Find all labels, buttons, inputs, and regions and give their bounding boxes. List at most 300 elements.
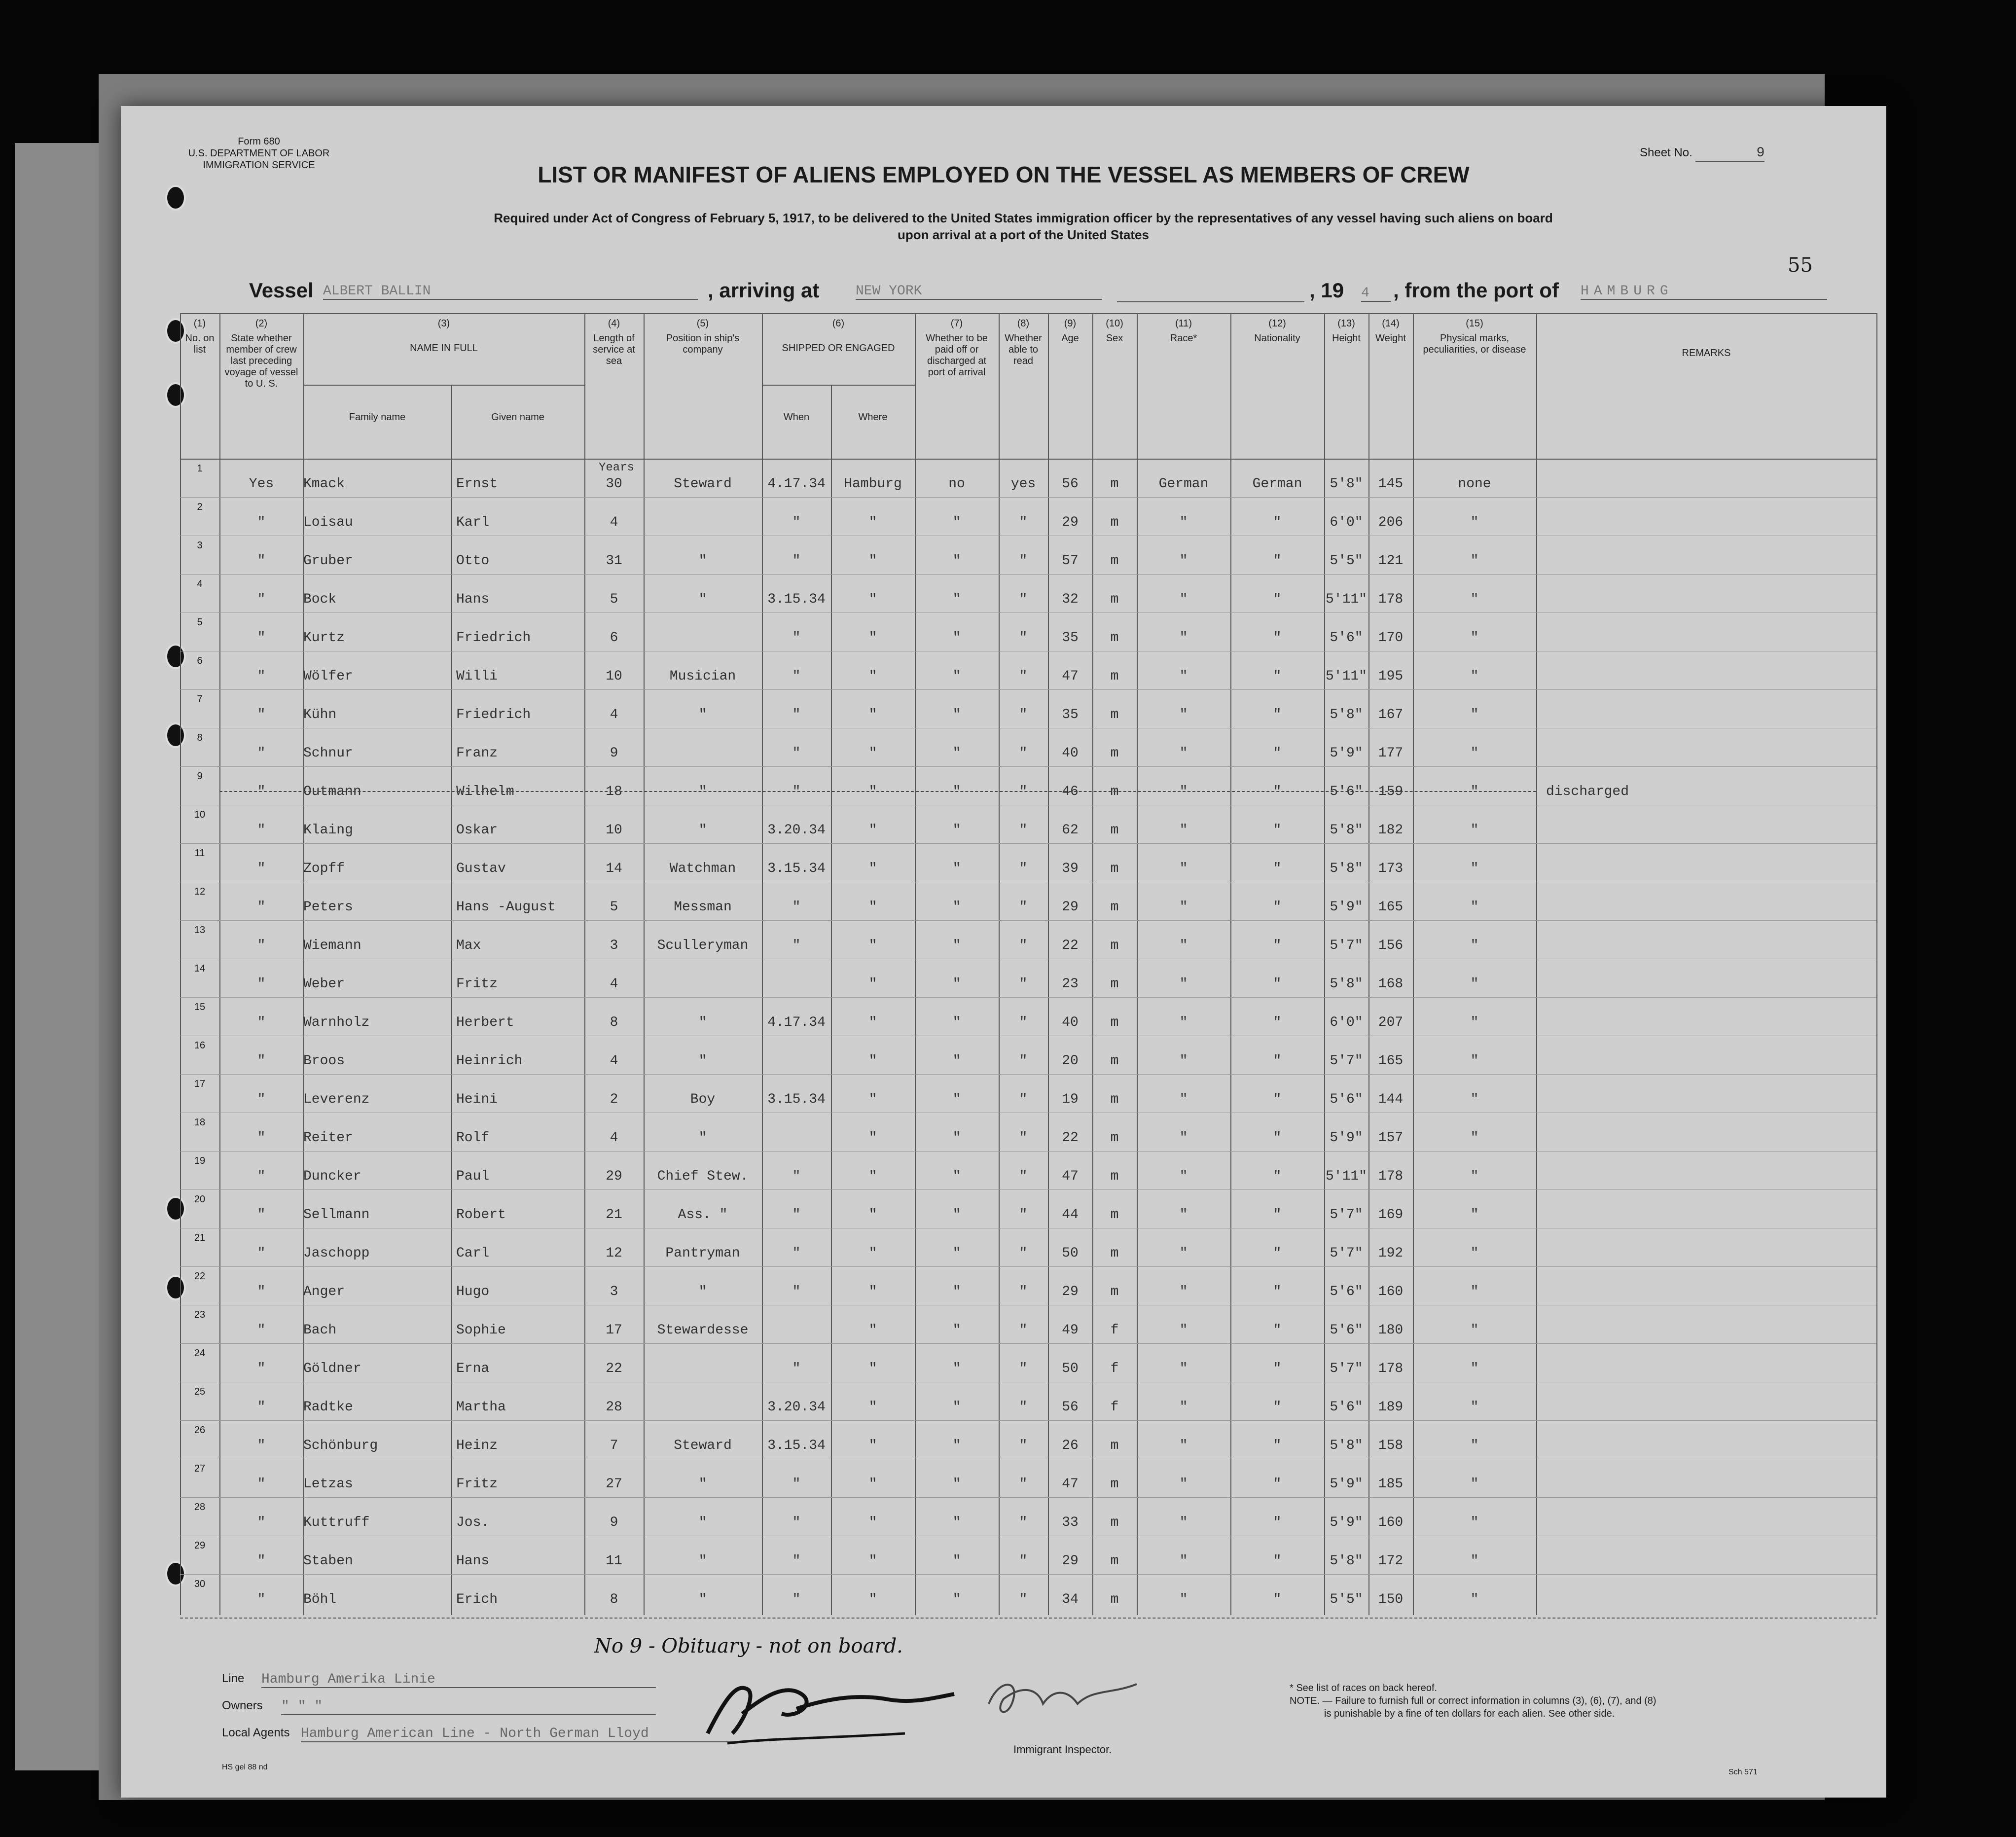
column-subheader: Given name [491,412,544,423]
cell-family: Sellmann [303,1207,370,1223]
cell-weight: 169 [1378,1207,1404,1223]
manifest-title: LIST OR MANIFEST OF ALIENS EMPLOYED ON THE VESSEL AS MEMBERS OF CREW [538,162,1470,187]
cell-where: " [868,1515,877,1530]
cell-prev: " [257,938,266,953]
cell-race: " [1179,1361,1188,1376]
cell-no: 9 [197,771,203,782]
cell-service: 9 [610,746,618,761]
cell-family: Kmack [303,476,345,492]
cell-family: Wölfer [303,669,353,684]
cell-no: 3 [197,540,203,551]
cell-height: 5'9" [1330,746,1363,761]
cell-sex: m [1110,784,1119,799]
table-row [180,497,1876,536]
cell-family: Leverenz [303,1092,370,1107]
cell-prev: " [257,1400,266,1415]
subtitle-line-1: Required under Act of Congress of February 5, 1917, to be delivered to the United States immigration officer by the representatives of any vessel having such aliens on board [494,211,1553,225]
cell-marks: " [1470,1553,1479,1569]
cell-where: " [868,1438,877,1453]
cell-weight: 150 [1378,1592,1404,1607]
cell-read: " [1019,861,1028,876]
cell-given: Hans -August [456,900,556,915]
column-number: (4) [608,318,620,329]
cell-family: Kurtz [303,630,345,646]
cell-family: Göldner [303,1361,361,1376]
cell-where: Hamburg [844,476,902,492]
cell-sex: m [1110,1207,1119,1223]
cell-height: 5'8" [1330,861,1363,876]
column-header: REMARKS [1682,348,1731,359]
cell-age: 56 [1062,1400,1079,1415]
cell-marks: " [1470,1592,1479,1607]
cell-race: " [1179,861,1188,876]
cell-sex: m [1110,630,1119,646]
cell-age: 32 [1062,592,1079,607]
cell-service: 2 [610,1092,618,1107]
cell-no: 1 [197,463,203,474]
cell-when: " [792,1207,801,1223]
cell-read: " [1019,784,1028,799]
cell-nationality: " [1273,1246,1282,1261]
from-port: HAMBURG [1581,284,1827,300]
cell-race: " [1179,1169,1188,1184]
cell-height: 5'8" [1330,976,1363,992]
cell-weight: 168 [1378,976,1404,992]
cell-nationality: " [1273,938,1282,953]
cell-read: " [1019,1515,1028,1530]
cell-race: " [1179,1015,1188,1030]
cell-weight: 172 [1378,1553,1404,1569]
footer-notes [1290,1682,1832,1720]
cell-race: " [1179,1284,1188,1299]
cell-given: Herbert [456,1015,514,1030]
cell-race: " [1179,823,1188,838]
cell-read: " [1019,1438,1028,1453]
cell-service: 8 [610,1592,618,1607]
cell-sex: m [1110,669,1119,684]
cell-race: " [1179,1092,1188,1107]
column-header: Position in ship's company [666,333,740,355]
cell-race: " [1179,746,1188,761]
cell-family: Gruber [303,553,353,569]
cell-weight: 121 [1378,553,1404,569]
cell-age: 56 [1062,476,1079,492]
header-rule [180,313,1876,314]
cell-weight: 165 [1378,900,1404,915]
cell-height: 5'9" [1330,1477,1363,1492]
column-number: (10) [1106,318,1123,329]
cell-service: 28 [606,1400,622,1415]
cell-age: 35 [1062,707,1079,722]
cell-age: 29 [1062,1553,1079,1569]
table-end-rule [180,1618,1876,1619]
cell-no: 5 [197,617,203,628]
column-number: (6) [832,318,845,329]
cell-read: " [1019,976,1028,992]
cell-race: " [1179,553,1188,569]
cell-nationality: " [1273,553,1282,569]
cell-service: 21 [606,1207,622,1223]
column-number: (3) [437,318,450,329]
cell-no: 15 [194,1002,206,1012]
cell-paid: " [952,1130,961,1146]
table-row [180,728,1876,766]
cell-where: " [868,553,877,569]
cell-read: " [1019,900,1028,915]
inspector-label: Immigrant Inspector. [1013,1743,1112,1756]
cell-given: Fritz [456,1477,498,1492]
column-subheader: When [783,412,810,423]
cell-prev: " [257,1015,266,1030]
cell-where: " [868,669,877,684]
cell-when: " [792,515,801,530]
cell-position: " [698,1553,707,1569]
cell-nationality: " [1273,1438,1282,1453]
cell-read: " [1019,823,1028,838]
cell-age: 20 [1062,1053,1079,1069]
cell-age: 29 [1062,515,1079,530]
agents-label: Local Agents [222,1726,290,1739]
cell-given: Heinz [456,1438,498,1453]
service-name: IMMIGRATION SERVICE [203,160,315,171]
cell-given: Otto [456,553,490,569]
cell-prev: " [257,1477,266,1492]
cell-nationality: " [1273,592,1282,607]
print-code: HS gel 88 nd [222,1763,268,1771]
cell-prev: " [257,1053,266,1069]
cell-race: " [1179,707,1188,722]
from-port-label: , from the port of [1393,279,1559,302]
cell-given: Hans [456,592,490,607]
cell-no: 25 [194,1386,206,1397]
strike-through-line [219,791,1536,792]
cell-when: " [792,1592,801,1607]
cell-paid: " [952,1592,961,1607]
cell-age: 62 [1062,823,1079,838]
cell-paid: " [952,1515,961,1530]
cell-given: Max [456,938,481,953]
cell-when: 3.15.34 [767,1438,826,1453]
cell-height: 5'7" [1330,1246,1363,1261]
cell-nationality: " [1273,630,1282,646]
cell-marks: " [1470,1477,1479,1492]
cell-height: 5'9" [1330,900,1363,915]
cell-service: 10 [606,823,622,838]
cell-where: " [868,1092,877,1107]
cell-marks: " [1470,938,1479,953]
cell-no: 29 [194,1540,206,1551]
cell-family: Zopff [303,861,345,876]
cell-nationality: " [1273,1284,1282,1299]
cell-marks: " [1470,784,1479,799]
cell-nationality: " [1273,784,1282,799]
column-header: Nationality [1254,333,1300,344]
cell-when: " [792,630,801,646]
cell-where: " [868,1169,877,1184]
cell-service: 29 [606,1169,622,1184]
cell-when: 3.15.34 [767,1092,826,1107]
cell-race: " [1179,1400,1188,1415]
cell-prev: " [257,553,266,569]
cell-service: 22 [606,1361,622,1376]
cell-no: 19 [194,1155,206,1166]
cell-sex: m [1110,1284,1119,1299]
cell-sex: m [1110,707,1119,722]
cell-position: " [698,553,707,569]
cell-given: Martha [456,1400,506,1415]
sheet-label: Sheet No. [1640,146,1692,159]
cell-height: 5'6" [1330,784,1363,799]
table-row [180,959,1876,997]
cell-read: " [1019,707,1028,722]
cell-sex: m [1110,1246,1119,1261]
cell-when: " [792,1477,801,1492]
cell-nationality: " [1273,1053,1282,1069]
cell-position: " [698,707,707,722]
cell-when: " [792,1284,801,1299]
cell-no: 4 [197,578,203,589]
cell-nationality: " [1273,823,1282,838]
cell-height: 5'9" [1330,1515,1363,1530]
cell-prev: " [257,1207,266,1223]
cell-sex: m [1110,1015,1119,1030]
cell-no: 30 [194,1579,206,1589]
cell-position: Steward [674,476,732,492]
table-row [180,882,1876,920]
cell-position: Messman [674,900,732,915]
cell-prev: " [257,1592,266,1607]
table-row [180,805,1876,843]
cell-where: " [868,1553,877,1569]
cell-service: 10 [606,669,622,684]
arriving-port: NEW YORK [856,284,1102,300]
cell-sex: m [1110,1477,1119,1492]
cell-nationality: " [1273,1400,1282,1415]
cell-no: 20 [194,1194,206,1205]
cell-paid: " [952,669,961,684]
cell-where: " [868,592,877,607]
cell-given: Hugo [456,1284,490,1299]
cell-service: 4 [610,1053,618,1069]
cell-marks: " [1470,976,1479,992]
cell-race: " [1179,1053,1188,1069]
cell-no: 21 [194,1232,206,1243]
table-row [180,459,1876,497]
column-header: Age [1061,333,1079,344]
cell-position: Sculleryman [657,938,749,953]
cell-age: 29 [1062,1284,1079,1299]
cell-age: 44 [1062,1207,1079,1223]
header-subrule [303,385,584,386]
cell-race: " [1179,900,1188,915]
cell-height: 5'11" [1325,669,1367,684]
cell-prev: " [257,1092,266,1107]
table-row [180,1459,1876,1497]
cell-family: Böhl [303,1592,337,1607]
cell-prev: " [257,592,266,607]
cell-marks: " [1470,746,1479,761]
cell-height: 5'6" [1330,1323,1363,1338]
cell-family: Warnholz [303,1015,370,1030]
cell-nationality: " [1273,515,1282,530]
column-header: No. on list [185,333,215,355]
cell-family: Schönburg [303,1438,378,1453]
cell-where: " [868,1284,877,1299]
cell-when: " [792,1169,801,1184]
cell-no: 11 [194,848,205,859]
cell-family: Kühn [303,707,337,722]
cell-race: " [1179,1246,1188,1261]
cell-sex: m [1110,746,1119,761]
cell-paid: " [952,1246,961,1261]
cell-height: 5'8" [1330,707,1363,722]
cell-given: Oskar [456,823,498,838]
cell-given: Carl [456,1246,490,1261]
cell-height: 5'6" [1330,1400,1363,1415]
cell-when: " [792,707,801,722]
cell-race: " [1179,784,1188,799]
cell-age: 40 [1062,1015,1079,1030]
cell-position: " [698,823,707,838]
cell-where: " [868,938,877,953]
vessel-line [249,279,1827,308]
cell-prev: " [257,900,266,915]
owners-value: " " " [281,1699,656,1715]
cell-given: Erna [456,1361,490,1376]
cell-age: 33 [1062,1515,1079,1530]
cell-position: " [698,1130,707,1146]
cell-where: " [868,784,877,799]
cell-given: Robert [456,1207,506,1223]
cell-family: Peters [303,900,353,915]
cell-race: " [1179,1553,1188,1569]
owners-label: Owners [222,1699,263,1712]
cell-position: " [698,784,707,799]
cell-height: 6'0" [1330,1015,1363,1030]
table-row [180,1305,1876,1343]
cell-sex: m [1110,976,1119,992]
cell-given: Heini [456,1092,498,1107]
cell-where: " [868,1400,877,1415]
cell-height: 5'5" [1330,553,1363,569]
cell-service: 31 [606,553,622,569]
column-header: Physical marks, peculiarities, or disease [1423,333,1526,355]
cell-marks: " [1470,1015,1479,1030]
line-label: Line [222,1672,245,1685]
cell-when: 4.17.34 [767,476,826,492]
table-row [180,1189,1876,1228]
cell-prev: " [257,861,266,876]
cell-when: " [792,1553,801,1569]
cell-race: " [1179,1207,1188,1223]
cell-height: 5'9" [1330,1130,1363,1146]
cell-read: " [1019,1592,1028,1607]
table-row [180,1536,1876,1574]
cell-sex: m [1110,900,1119,915]
cell-where: " [868,1053,877,1069]
cell-family: Duncker [303,1169,361,1184]
cell-weight: 165 [1378,1053,1404,1069]
cell-service: 4 [610,707,618,722]
cell-age: 34 [1062,1592,1079,1607]
column-number: (15) [1466,318,1483,329]
cell-position: " [698,1592,707,1607]
cell-marks: none [1458,476,1491,492]
cell-given: Sophie [456,1323,506,1338]
table-row [180,920,1876,959]
cell-read: " [1019,1053,1028,1069]
cell-prev: " [257,823,266,838]
cell-weight: 192 [1378,1246,1404,1261]
cell-prev: " [257,669,266,684]
cell-height: 5'7" [1330,1207,1363,1223]
cell-where: " [868,1130,877,1146]
cell-when: " [792,746,801,761]
cell-height: 5'7" [1330,1361,1363,1376]
cell-paid: " [952,1361,961,1376]
cell-family: Letzas [303,1477,353,1492]
cell-sex: f [1110,1400,1119,1415]
cell-sex: m [1110,861,1119,876]
cell-given: Erich [456,1592,498,1607]
cell-given: Heinrich [456,1053,523,1069]
cell-age: 22 [1062,938,1079,953]
cell-sex: m [1110,1515,1119,1530]
cell-paid: " [952,1015,961,1030]
master-signature [698,1664,974,1753]
cell-height: 5'7" [1330,1053,1363,1069]
cell-marks: " [1470,1169,1479,1184]
cell-age: 50 [1062,1361,1079,1376]
cell-paid: " [952,900,961,915]
cell-prev: " [257,515,266,530]
cell-no: 16 [194,1040,206,1051]
cell-paid: " [952,1284,961,1299]
cell-given: Franz [456,746,498,761]
cell-age: 47 [1062,1169,1079,1184]
cell-marks: " [1470,823,1479,838]
cell-race: " [1179,515,1188,530]
cell-age: 19 [1062,1092,1079,1107]
cell-nationality: " [1273,1015,1282,1030]
cell-service: 7 [610,1438,618,1453]
column-header: Whether able to read [1005,333,1042,366]
cell-sex: m [1110,592,1119,607]
cell-read: " [1019,938,1028,953]
cell-no: 23 [194,1309,206,1320]
cell-prev: " [257,1361,266,1376]
cell-family: Staben [303,1553,353,1569]
cell-weight: 160 [1378,1284,1404,1299]
table-row [180,1151,1876,1189]
table-row [180,1266,1876,1305]
cell-sex: m [1110,1169,1119,1184]
cell-height: 5'8" [1330,1553,1363,1569]
table-row [180,1036,1876,1074]
cell-family: Reiter [303,1130,353,1146]
column-number: (12) [1268,318,1286,329]
cell-nationality: " [1273,861,1282,876]
cell-no: 7 [197,694,203,705]
cell-position: Watchman [669,861,736,876]
cell-position: Steward [674,1438,732,1453]
cell-nationality: German [1252,476,1302,492]
cell-nationality: " [1273,900,1282,915]
column-number: (11) [1175,318,1192,329]
table-row [180,689,1876,728]
cell-read: " [1019,1400,1028,1415]
cell-read: " [1019,1553,1028,1569]
